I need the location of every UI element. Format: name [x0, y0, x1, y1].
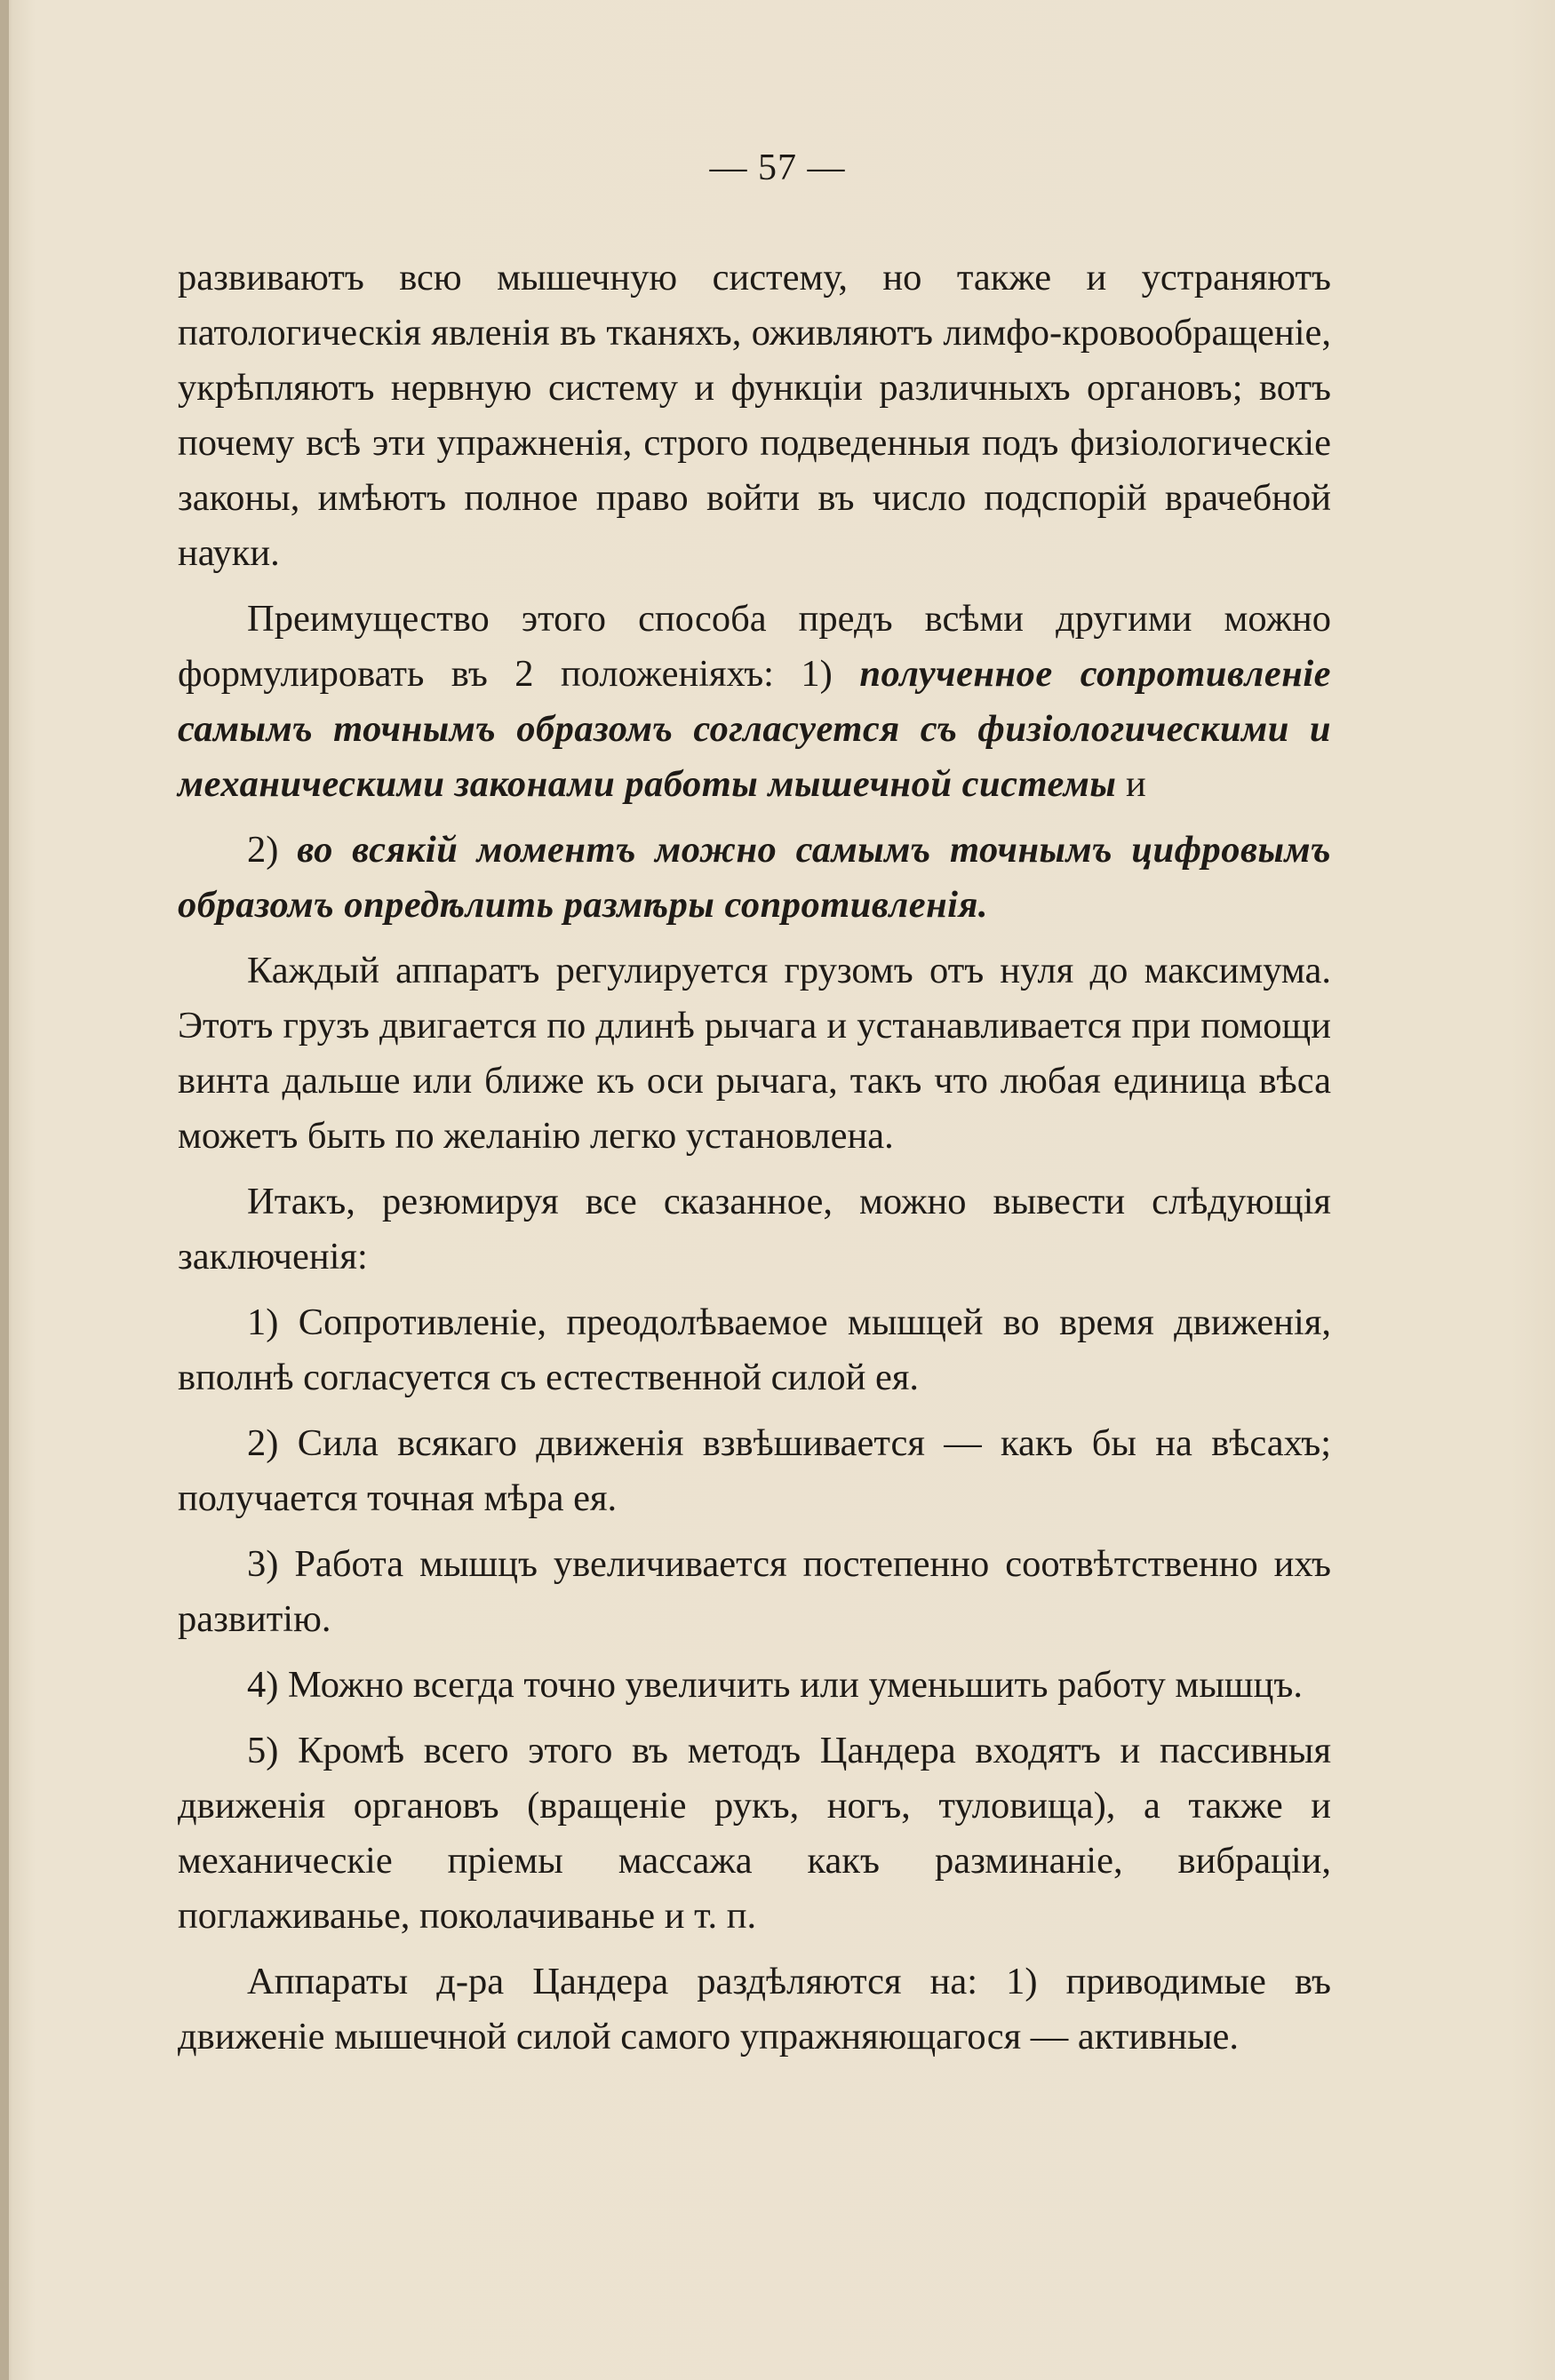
paragraph-2-start: Преимущество этого способа предъ всѣми другими можно формулировать въ 2 положеніяхъ: 1) — [178, 598, 1331, 695]
paragraph-2-end: и — [1126, 763, 1146, 805]
paragraph-2 — [178, 592, 1331, 812]
paragraph-3-start: 2) — [247, 829, 279, 871]
paragraph-3 — [178, 823, 1331, 933]
paragraph-2-emphasis: полученное сопротивленіе самымъ точнымъ образомъ согласуется съ физіологическими и механическими законами работы мышечной системы — [178, 653, 1332, 805]
page-number: — 57 — — [709, 147, 846, 188]
conclusion-1: 1) Сопротивленіе, преодолѣваемое мышцей во время движенія, вполнѣ согласуется съ естественной силой ея. — [178, 1301, 1331, 1398]
paragraph-apparatus: Аппараты д-ра Цандера раздѣляются на: 1) приводимые въ движеніе мышечной силой самого упражняющагося — активные. — [178, 1961, 1331, 2058]
conclusion-3: 3) Работа мышцъ увеличивается постепенно соотвѣтственно ихъ развитію. — [178, 1543, 1331, 1640]
conclusion-2: 2) Сила всякаго движенія взвѣшивается — какъ бы на вѣсахъ; получается точная мѣра ея. — [178, 1422, 1331, 1519]
body-text — [178, 251, 1331, 2075]
paragraph-5: Итакъ, резюмируя все сказанное, можно вывести слѣдующія заключенія: — [178, 1181, 1331, 1278]
paragraph-4: Каждый аппаратъ регулируется грузомъ отъ нуля до максимума. Этотъ грузъ двигается по длинѣ рычага и устанавливается при помощи винта дальше или ближе къ оси рычага, такъ что любая единица вѣса можетъ быть по желанію легко установлена. — [178, 950, 1331, 1157]
conclusion-4: 4) Можно всегда точно увеличить или уменьшить работу мышцъ. — [247, 1664, 1303, 1706]
paragraph-3-emphasis: во всякій моментъ можно самымъ точнымъ цифровымъ образомъ опредѣлить размѣры сопротивленія. — [178, 829, 1331, 926]
paragraph-1: развиваютъ всю мышечную систему, но также и устраняютъ патологическія явленія въ тканяхъ, оживляютъ лимфо-кровообращеніе, укрѣпляютъ нервную систему и функціи различныхъ органовъ; вотъ почему всѣ эти упражненія, строго подведенныя подъ физіологическіе законы, имѣютъ полное право войти въ число подспорій врачебной науки. — [178, 257, 1331, 574]
conclusion-5: 5) Кромѣ всего этого въ методъ Цандера входятъ и пассивныя движенія органовъ (вращеніе рукъ, ногъ, туловища), а также и механическіе пріемы массажа какъ разминаніе, вибраціи, поглаживанье, поколачиванье и т. п. — [178, 1730, 1331, 1937]
book-spine-edge — [0, 0, 9, 2380]
